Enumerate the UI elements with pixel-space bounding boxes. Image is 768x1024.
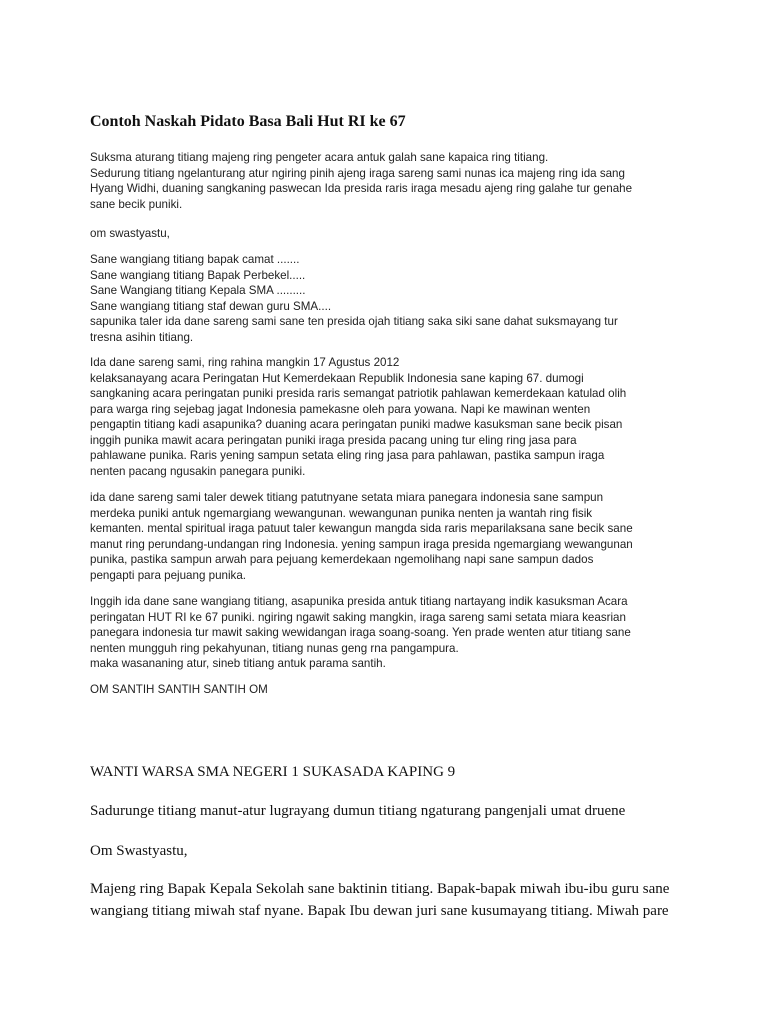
- text-line: merdeka puniki antuk ngemargiang wewangunan. wewangunan punika nenten ja wantah ring fisik: [90, 506, 593, 520]
- paragraph-development: [90, 490, 690, 583]
- second-document-intro: Sadurunge titiang manut-atur lugrayang dumun titiang ngaturang pangenjali umat druene: [90, 803, 626, 819]
- text-line: sane becik puniki.: [90, 197, 183, 211]
- text-line: panegara indonesia tur mawit saking wewidangan iraga soang-soang. Yen prade wenten atur titiang sane: [90, 626, 631, 639]
- text-line: sapunika taler ida dane sareng sami sane ten presida ojah titiang saka siki sane dahat suksmayang tur: [90, 315, 618, 328]
- paragraph-closing: [90, 594, 690, 672]
- document-title: Contoh Naskah Pidato Basa Bali Hut RI ke 67: [90, 113, 406, 130]
- text-line: Sedurung titiang ngelanturang atur ngiring pinih ajeng iraga sareng sami nunas ica majeng ring ida sang: [90, 166, 625, 180]
- paragraph-salutations: [90, 252, 690, 345]
- text-line: pengapti para pejuang punika.: [90, 568, 247, 582]
- text-line: pahlawane punika. Raris yening sampun setata eling ring jasa para pahlawan, pastika sampun iraga: [90, 449, 605, 462]
- text-line: ida dane sareng sami taler dewek titiang patutnyane setata miara panegara indonesia sane sampun: [90, 491, 604, 504]
- text-line: sangkaning acara peringatan puniki presida raris semangat patriotik pahlawan kemerdekaan katulad olih: [90, 387, 627, 400]
- text-line: Sane wangiang titiang bapak camat .......: [90, 253, 300, 266]
- paragraph-greeting: [90, 226, 690, 242]
- paragraph-commemoration: [90, 355, 690, 479]
- text-line: pengaptin titiang kadi asapunika? duaning acara peringatan puniki madwe kasuksman sane becik pisan: [90, 418, 623, 431]
- text-line: maka wasananing atur, sineb titiang antuk parama santih.: [90, 657, 386, 670]
- text-line: kelaksanayang acara Peringatan Hut Kemerdekaan Republik Indonesia sane kaping 67. dumogi: [90, 371, 584, 385]
- text-line: inggih punika mawit acara peringatan puniki iraga presida pacang uning tur eling ring jasa para: [90, 433, 577, 447]
- text-line: para warga ring sejebag jagat Indonesia pamekasne oleh para yowana. Napi ke mawinan wenten: [90, 402, 591, 416]
- text-line: nenten mungguh ring pekahyunan, titiang nunas geng rna pangampura.: [90, 641, 459, 655]
- second-document-heading: WANTI WARSA SMA NEGERI 1 SUKASADA KAPING 9: [90, 764, 456, 780]
- text-line: Sane wangiang titiang Bapak Perbekel.....: [90, 268, 306, 282]
- paragraph-om-santih: [90, 682, 690, 698]
- text-line: OM SANTIH SANTIH SANTIH OM: [90, 683, 268, 696]
- second-document-greeting: Om Swastyastu,: [90, 843, 188, 859]
- text-line: Inggih ida dane sane wangiang titiang, asapunika presida antuk titiang nartayang indik kasuksman Acara: [90, 595, 628, 608]
- text-line: Sane Wangiang titiang Kepala SMA .........: [90, 284, 306, 297]
- text-line: nenten pacang ngusakin panegara puniki.: [90, 464, 306, 478]
- text-line: tresna asihin titiang.: [90, 330, 194, 344]
- text-line: manut ring perundang-undangan ring Indonesia. yening sampun iraga presida ngemargiang wewangunan: [90, 537, 633, 551]
- text-line: Majeng ring Bapak Kepala Sekolah sane baktinin titiang. Bapak-bapak miwah ibu-ibu guru sane: [90, 881, 670, 897]
- text-line: om swastyastu,: [90, 227, 170, 240]
- text-line: Suksma aturang titiang majeng ring pengeter acara antuk galah sane kapaica ring titiang.: [90, 151, 549, 164]
- text-line: Sane wangiang titiang staf dewan guru SMA....: [90, 299, 332, 313]
- text-line: punika, pastika sampun arwah para pejuang kemerdekaan ngemolihang napi sane sampun dados: [90, 553, 594, 566]
- text-line: Hyang Widhi, duaning sangkaning paswecan Ida presida raris iraga mesadu ajeng ring galahe tur genahe: [90, 182, 633, 195]
- text-line: Ida dane sareng sami, ring rahina mangkin 17 Agustus 2012: [90, 356, 400, 369]
- text-line: peringatan HUT RI ke 67 puniki. ngiring ngawit saking mangkin, iraga sareng sami setata miara keasrian: [90, 610, 626, 624]
- second-document-body: [90, 878, 710, 922]
- text-line: wangiang titiang miwah staf nyane. Bapak Ibu dewan juri sane kusumayang titiang. Miwah pare: [90, 903, 669, 919]
- paragraph-opening: [90, 150, 690, 212]
- text-line: kemanten. mental spiritual iraga patuut taler kewangun mangda sida raris meparilaksana sane becik sane: [90, 522, 633, 535]
